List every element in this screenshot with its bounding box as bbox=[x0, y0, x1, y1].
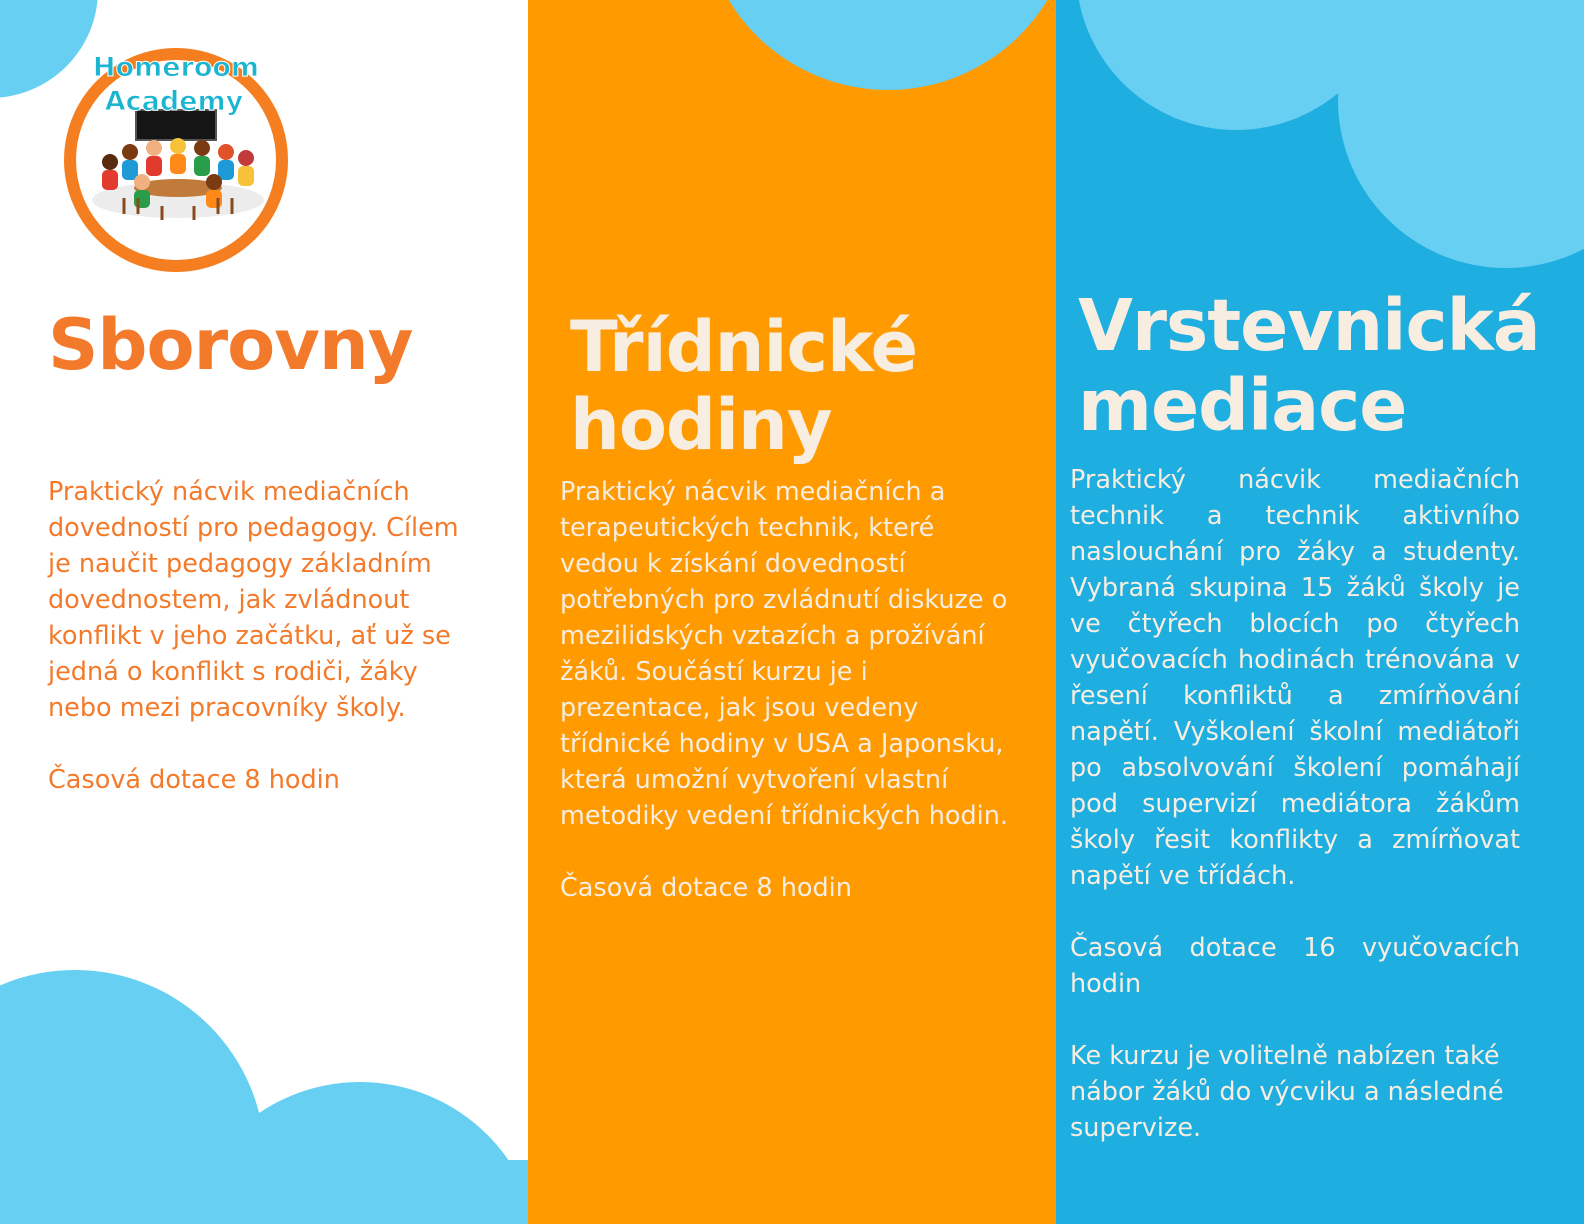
time-allocation: Časová dotace 8 hodin bbox=[48, 765, 340, 795]
homeroom-academy-logo bbox=[58, 48, 298, 272]
panel-tridnicke-hodiny bbox=[528, 0, 1056, 1224]
time-allocation: Časová dotace 16 vyučovacích hodin bbox=[1070, 933, 1520, 999]
panel-body-vrstevnicka-mediace bbox=[1070, 462, 1520, 1146]
title-line-2: mediace bbox=[1078, 363, 1407, 447]
title-line-1: Třídnické bbox=[570, 306, 918, 388]
time-allocation: Časová dotace 8 hodin bbox=[560, 873, 852, 903]
description-paragraph: Praktický nácvik mediačních technik a technik aktivního naslouchání pro žáky a studenty. Vybraná skupina 15 žáků školy je ve čtyřech blocích po čtyřech vyučovacích hodinách trénována v řesení konfliktů a zmírňování napětí. Vyškolení školní mediátoři po absolvování školení pomáhají pod supervizí mediátora žákům školy řesit konflikty a zmírňovat napětí ve třídách. bbox=[1070, 465, 1520, 891]
panel-body-sborovny bbox=[48, 474, 488, 798]
logo-text-academy: Academy bbox=[104, 86, 244, 117]
panel-body-tridnicke-hodiny bbox=[560, 474, 1020, 906]
description-paragraph: Praktický nácvik mediačních dovedností pro pedagogy. Cílem je naučit pedagogy základním dovednostem, jak zvládnout konflikt v jeho začátku, ať už se jedná o konflikt s rodiči, žáky nebo mezi pracovníky školy. bbox=[48, 477, 459, 723]
title-line-2: hodiny bbox=[570, 384, 832, 467]
panel-vrstevnicka-mediace bbox=[1056, 0, 1584, 1224]
description-paragraph: Praktický nácvik mediačních a terapeutických technik, které vedou k získání dovedností potřebných pro zvládnutí diskuze o mezilidských vztazích a prožívání žáků. Součástí kurzu je i prezentace, jak jsou vedeny třídnické hodiny v USA a Japonsku, která umožní vytvoření vlastní metodiky vedení třídnických hodin. bbox=[560, 477, 1009, 831]
panel-title-sborovny: Sborovny bbox=[48, 304, 413, 386]
title-line-1: Vrstevnická bbox=[1078, 284, 1540, 367]
optional-offer: Ke kurzu je volitelně nabízen také nábor žáků do výcviku a následné supervize. bbox=[1070, 1041, 1504, 1143]
panel-title-tridnicke-hodiny bbox=[570, 308, 917, 465]
panel-title-vrstevnicka-mediace bbox=[1078, 286, 1540, 445]
logo-text-homeroom: Homeroom bbox=[92, 52, 260, 83]
panel-sborovny bbox=[0, 0, 528, 1224]
